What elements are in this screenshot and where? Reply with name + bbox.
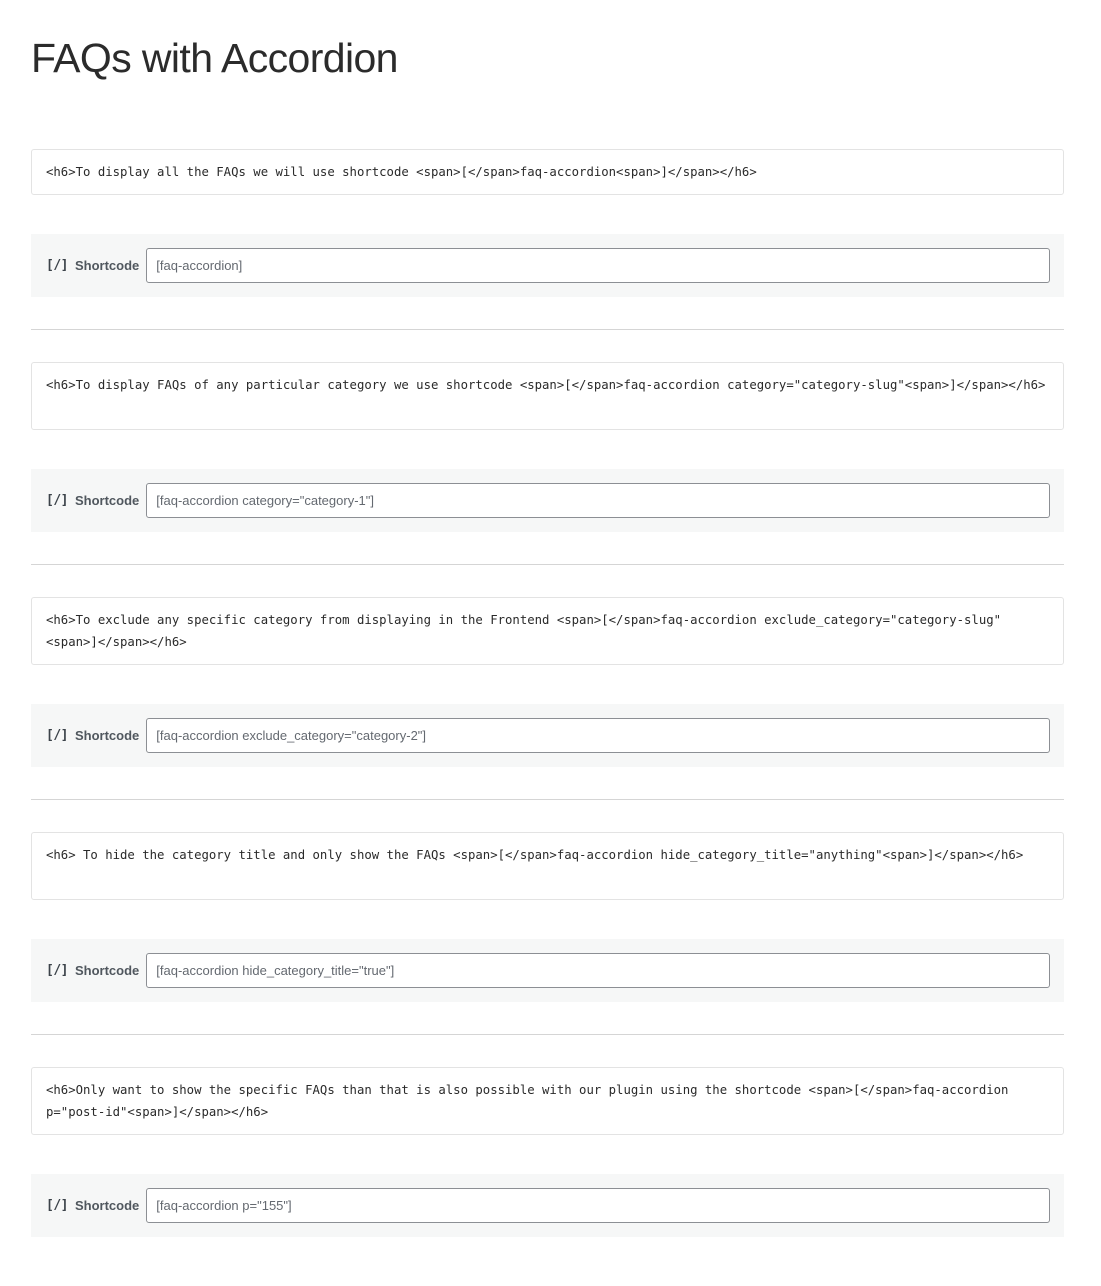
shortcode-description: <h6>Only want to show the specific FAQs than that is also possible with our plugin using the shortcode <span>[</span>faq-accordion p="post-id"<span>]</span></h6> (31, 1067, 1064, 1135)
shortcode-section-all (31, 149, 1064, 195)
shortcode-icon: [/] (46, 728, 68, 743)
shortcode-input-specific-post[interactable] (146, 1188, 1050, 1223)
shortcode-input-category[interactable] (146, 483, 1050, 518)
shortcode-bar-category (31, 469, 1064, 532)
shortcode-label: Shortcode (74, 963, 140, 978)
shortcode-icon: [/] (46, 1198, 68, 1213)
shortcode-description: <h6>To display FAQs of any particular category we use shortcode <span>[</span>faq-accordion category="category-slug"<span>]</span></h6> (31, 362, 1064, 430)
shortcode-label: Shortcode (74, 258, 140, 273)
shortcode-icon: [/] (46, 493, 68, 508)
section-divider (31, 329, 1064, 330)
section-divider (31, 564, 1064, 565)
shortcode-bar-exclude-category (31, 704, 1064, 767)
shortcode-icon: [/] (46, 258, 68, 273)
shortcode-input-all[interactable] (146, 248, 1050, 283)
shortcode-description: <h6> To hide the category title and only show the FAQs <span>[</span>faq-accordion hide_category_title="anything"<span>]</span></h6> (31, 832, 1064, 900)
shortcode-label: Shortcode (74, 1198, 140, 1213)
shortcode-bar-hide-category-title (31, 939, 1064, 1002)
shortcode-section-hide-category-title (31, 832, 1064, 900)
section-divider (31, 1034, 1064, 1035)
shortcode-description: <h6>To display all the FAQs we will use shortcode <span>[</span>faq-accordion<span>]</span></h6> (31, 149, 1064, 195)
shortcode-section-specific-post (31, 1067, 1064, 1135)
shortcode-input-exclude-category[interactable] (146, 718, 1050, 753)
shortcode-input-hide-category-title[interactable] (146, 953, 1050, 988)
shortcode-bar-all (31, 234, 1064, 297)
page-title: FAQs with Accordion (31, 35, 398, 81)
shortcode-section-exclude-category (31, 597, 1064, 665)
section-divider (31, 799, 1064, 800)
shortcode-section-category (31, 362, 1064, 430)
shortcode-label: Shortcode (74, 493, 140, 508)
shortcode-label: Shortcode (74, 728, 140, 743)
shortcode-icon: [/] (46, 963, 68, 978)
shortcode-bar-specific-post (31, 1174, 1064, 1237)
shortcode-description: <h6>To exclude any specific category from displaying in the Frontend <span>[</span>faq-accordion exclude_category="category-slug" <span>]</span></h6> (31, 597, 1064, 665)
